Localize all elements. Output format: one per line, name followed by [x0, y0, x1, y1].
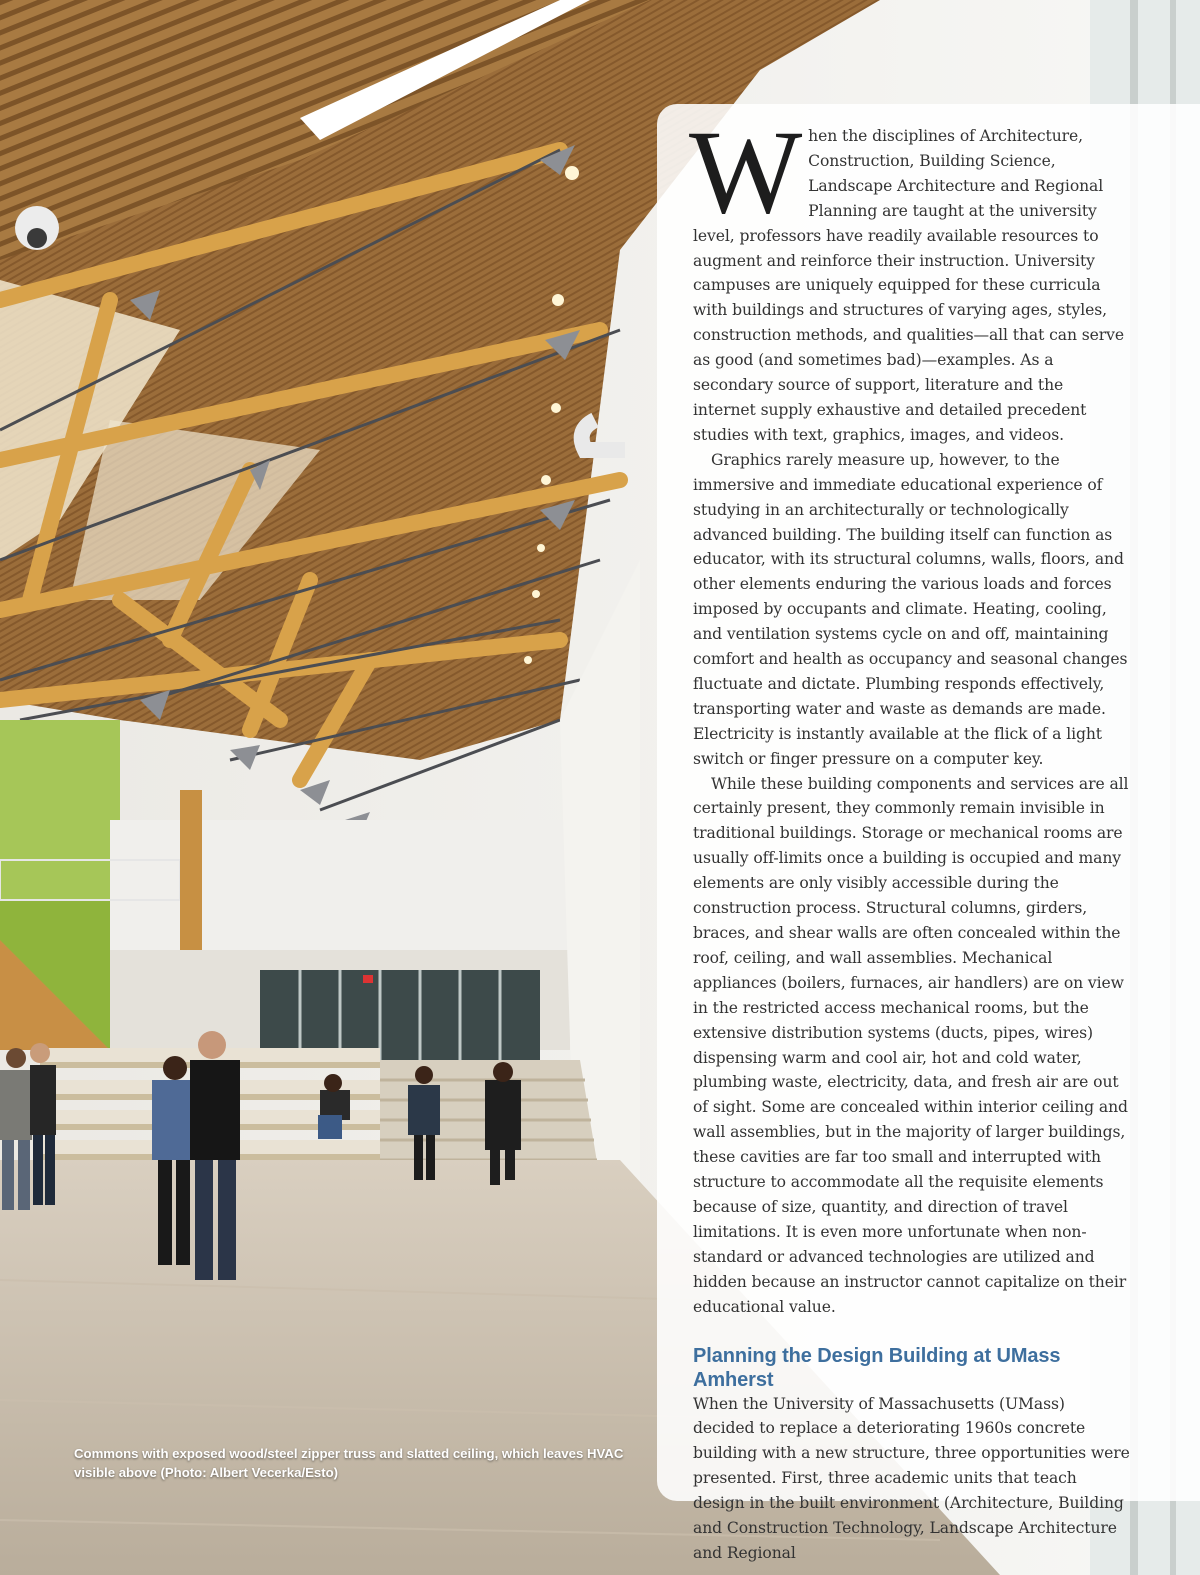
paragraph-graphics: Graphics rarely measure up, however, to the immersive and immediate educational experience of studying in an architecturally or technologically advanced building. The building itself can function as educator, with its structural columns, walls, floors, and other elements enduring the various loads and forces imposed by occupants and climate. Heating, cooling, and ventilation systems cycle on and off, maintaining comfort and health as occupancy and seasonal changes fluctuate and dictate. Plumbing responds effectively, transporting water and waste as demands are made. Electricity is instantly available at the flick of a light switch or finger pressure on a computer key.	[693, 450, 1128, 768]
photo-caption: Commons with exposed wood/steel zipper truss and slatted ceiling, which leaves HVAC visible above (Photo: Albert Vecerka/Esto)	[74, 1446, 624, 1480]
drop-cap: W	[689, 105, 803, 238]
paragraph-components: While these building components and services are all certainly present, they commonly remain invisible in traditional buildings. Storage or mechanical rooms are usually off-limits once a building is occupied and many elements are only visibly accessible during the construction process. Structural columns, girders, braces, and shear walls are often concealed within the roof, ceiling, and wall assemblies. Mechanical appliances (boilers, furnaces, air handlers) are on view in the restricted access mechanical rooms, but the extensive distribution systems (ducts, pipes, wires) dispensing warm and cool air, hot and cold water, plumbing waste, electricity, data, and fresh air are out of sight. Some are concealed within interior ceiling and wall assemblies, but in the majority of larger buildings, these cavities are far too small and interrupted with structure to accommodate all the requisite elements because of size, quantity, and direction of travel limitations. It is even more unfortunate when non-standard or advanced technologies are utilized and hidden because an instructor cannot capitalize on their educational value.	[693, 774, 1129, 1316]
section-heading: Planning the Design Building at UMass Amherst	[693, 1344, 1061, 1391]
paragraph-intro	[689, 105, 1130, 448]
paragraph-intro-text: hen the disciplines of Architecture, Construction, Building Science, Landscape Architecture and Regional Planning are taught at the university level, professors have readily available resources to augment and reinforce their instruction. University campuses are uniquely equipped for these curricula with buildings and structures of varying ages, styles, construction methods, and qualities—all that can serve as good (and sometimes bad)—examples. As a secondary source of support, literature and the internet supply exhaustive and detailed precedent studies with text, graphics, images, and videos.	[693, 127, 1124, 444]
article-body	[689, 105, 1130, 1566]
paragraph-planning: When the University of Massachusetts (UMass) decided to replace a deteriorating 1960s concrete building with a new structure, three opportunities were presented. First, three academic units that teach design in the built environment (Architecture, Building and Construction Technology, Landscape Architecture and Regional	[693, 1394, 1130, 1562]
